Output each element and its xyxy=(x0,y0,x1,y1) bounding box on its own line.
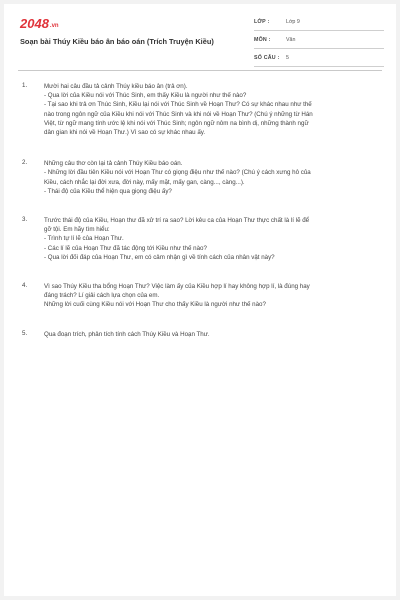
question-line: Những câu thơ còn lại tả cảnh Thúy Kiều báo oán. xyxy=(44,160,183,168)
question-line: dân gian khi nói về Hoạn Thư.) Vì sao có sự khác nhau ấy. xyxy=(44,129,206,137)
question-line: Trước thái độ của Kiều, Hoạn thư đã xử trí ra sao? Lời kêu ca của Hoạn Thư thực chất là lí lẽ để xyxy=(44,217,310,225)
question-line: đáng trách? Lí giải cách lựa chọn của em. xyxy=(44,292,160,300)
meta-value: Lớp 9 xyxy=(286,19,300,25)
logo-domain: .vn xyxy=(49,23,59,29)
question-line: Kiều, cách nhắc lại đời xưa, đời này, mấy mặt, mấy gan, càng..., càng...). xyxy=(44,178,245,186)
header-divider xyxy=(18,70,382,71)
question-line: - Thái độ của Kiều thể hiện qua giọng điệu ấy? xyxy=(44,187,172,195)
question-item xyxy=(22,159,368,196)
meta-label: SỐ CÂU : xyxy=(254,55,280,61)
question-line: - Các lí lẽ của Hoạn Thư đã tác động tới Kiều như thế nào? xyxy=(44,244,207,252)
question-item xyxy=(22,82,368,137)
logo-text: 2048 xyxy=(20,16,49,31)
question-number: 1. xyxy=(22,82,28,89)
question-line: - Qua lời đối đáp của Hoạn Thư, em có cảm nhận gì về tính cách của nhân vật này? xyxy=(44,253,275,261)
question-line: Qua đoạn trích, phân tích tính cách Thúy Kiều và Hoạn Thư. xyxy=(44,330,210,338)
question-line: - Những lời đầu tiên Kiều nói với Hoạn Thư có giọng điệu như thế nào? (Chú ý cách xưng hô của xyxy=(44,169,311,177)
page-header xyxy=(4,4,396,68)
site-logo[interactable] xyxy=(20,16,59,31)
question-line: nào trong ngôn ngữ của Kiều khi nói với Thúc Sinh và khi nói về Hoạn Thư? (Chú ý những từ Hán xyxy=(44,110,313,118)
question-number: 5. xyxy=(22,329,28,337)
question-number: 4. xyxy=(22,282,28,290)
meta-row-class xyxy=(254,16,384,31)
question-list xyxy=(22,82,368,339)
question-line: gỡ tội. Em hãy tìm hiểu: xyxy=(44,226,110,234)
meta-label: LỚP : xyxy=(254,19,270,25)
question-line: - Qua lời của Kiều nói với Thúc Sinh, em thấy Kiều là người như thế nào? xyxy=(44,92,247,100)
question-line: Việt, từ ngữ mang tính ước lệ khi nói với Thúc Sinh; ngôn ngữ nôm na bình dị, những thành ngữ xyxy=(44,119,309,127)
document-title: Soạn bài Thúy Kiều báo ân báo oán (Trích Truyện Kiều) xyxy=(20,37,214,46)
question-line: Mười hai câu đầu tả cảnh Thúy kiều báo ân (trả ơn). xyxy=(44,83,188,90)
worksheet-page xyxy=(4,4,396,596)
question-line: - Tại sao khi trả ơn Thúc Sinh, Kiều lại nói với Thúc Sinh về Hoạn Thư? Có sự khác nhau như thế xyxy=(44,101,312,109)
question-item xyxy=(22,330,368,339)
meta-row-question-count xyxy=(254,52,384,67)
meta-value: 5 xyxy=(286,55,289,61)
question-line: Những lời cuối cùng Kiều nói với Hoạn Thư cho thấy Kiều là người như thế nào? xyxy=(44,301,266,309)
meta-value: Văn xyxy=(286,37,296,43)
question-line: Vì sao Thúy Kiều tha bổng Hoạn Thư? Việc làm ấy của Kiều hợp lí hay không hợp lí, là đúng hay xyxy=(44,283,310,291)
question-line: - Trình tự lí lẽ của Hoạn Thư. xyxy=(44,235,124,243)
question-number: 3. xyxy=(22,216,28,224)
question-item xyxy=(22,216,368,262)
question-number: 2. xyxy=(22,159,28,167)
meta-label: MÔN : xyxy=(254,37,271,43)
question-item xyxy=(22,282,368,310)
meta-row-subject xyxy=(254,34,384,49)
meta-info xyxy=(254,16,384,70)
